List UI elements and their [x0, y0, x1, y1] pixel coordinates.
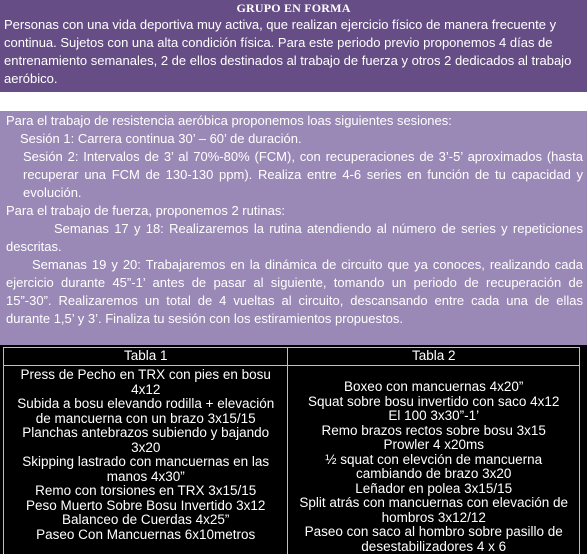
aerobic-intro: Para el trabajo de resistencia aeróbica proponemos loas siguientes sesiones: — [6, 113, 452, 128]
training-plan-panel — [0, 111, 587, 345]
list-item: Boxeo con mancuernas 4x20” — [344, 379, 524, 394]
session-2: Sesión 2: Intervalos de 3’ al 70%-80% (FCM), con recuperaciones de 3’-5’ aproximados (hasta recuperar una FCM de 130-130 ppm). Realiza entre 4-6 series en función de tu capacidad y evolución. — [23, 149, 583, 200]
tabla-2-list — [288, 366, 580, 554]
group-header-panel — [0, 0, 587, 92]
list-item: Prowler 4 x20ms — [383, 437, 484, 452]
group-title: GRUPO EN FORMA — [236, 1, 351, 15]
list-item: Peso Muerto Sobre Bosu Invertido 3x12 — [26, 497, 266, 513]
list-item: Press de Pecho en TRX con pies en bosu 4x12 — [20, 367, 271, 397]
list-item: Subida a bosu elevando rodilla + elevación de mancuerna con un brazo 3x15/15 — [17, 396, 275, 426]
group-description: Personas con una vida deportiva muy activa, que realizan ejercicio físico de manera frecuente y continua. Sujetos con una alta condición física. Para este periodo previo proponemos 4 días de entrenamiento semanales, 2 de ellos destinados al trabajo de fuerza y otros 2 dedicados al trabajo aeróbico. — [4, 17, 572, 86]
tabla-1-list — [4, 366, 288, 554]
list-item: Squat sobre bosu invertido con saco 4x12 — [308, 393, 560, 409]
table-header-2: Tabla 2 — [288, 348, 580, 366]
session-1: Sesión 1: Carrera continua 30’ – 60’ de duración. — [20, 131, 302, 146]
list-item: El 100 3x30”-1’ — [388, 408, 480, 423]
list-item: Skipping lastrado con mancuernas en las manos 4x30” — [22, 454, 270, 484]
weeks-17-18: Semanas 17 y 18: Realizaremos la rutina atendiendo al número de series y repeticiones descritas. — [6, 221, 583, 254]
table-header-1: Tabla 1 — [4, 348, 288, 366]
list-item: Leñador en polea 3x15/15 — [355, 480, 513, 496]
list-item: Paseo con saco al hombro sobre pasillo de desestabilizadores 4 x 6 — [304, 524, 563, 554]
separator-bar — [6, 92, 578, 111]
routines-panel — [0, 345, 587, 554]
list-item: Planchas antebrazos subiendo y bajando 3x20 — [22, 425, 270, 455]
list-item: Paseo Con Mancuernas 6x10metros — [36, 526, 256, 542]
list-item: Remo brazos rectos sobre bosu 3x15 — [321, 422, 546, 438]
list-item: Split atrás con mancuernas con elevación de hombros 3x12/12 — [299, 495, 569, 525]
routines-table — [3, 347, 580, 554]
list-item: ½ squat con elevción de mancuerna cambiando de brazo 3x20 — [325, 451, 543, 481]
list-item: Balanceo de Cuerdas 4x25” — [62, 512, 230, 527]
weeks-19-20: Semanas 19 y 20: Trabajaremos en la dinámica de circuito que ya conoces, realizando cada ejercicio durante 45”-1’ antes de pasar al siguiente, tomando un periodo de recuperación de 15”-30”. Realizaremos un total de 4 vueltas al circuito, descansando entre cada una de ellas durante 1,5’ y 3’. Finaliza tu sesión con los estiramientos propuestos. — [6, 257, 583, 326]
list-item: Remo con torsiones en TRX 3x15/15 — [35, 483, 257, 498]
strength-intro: Para el trabajo de fuerza, proponemos 2 rutinas: — [6, 203, 285, 218]
